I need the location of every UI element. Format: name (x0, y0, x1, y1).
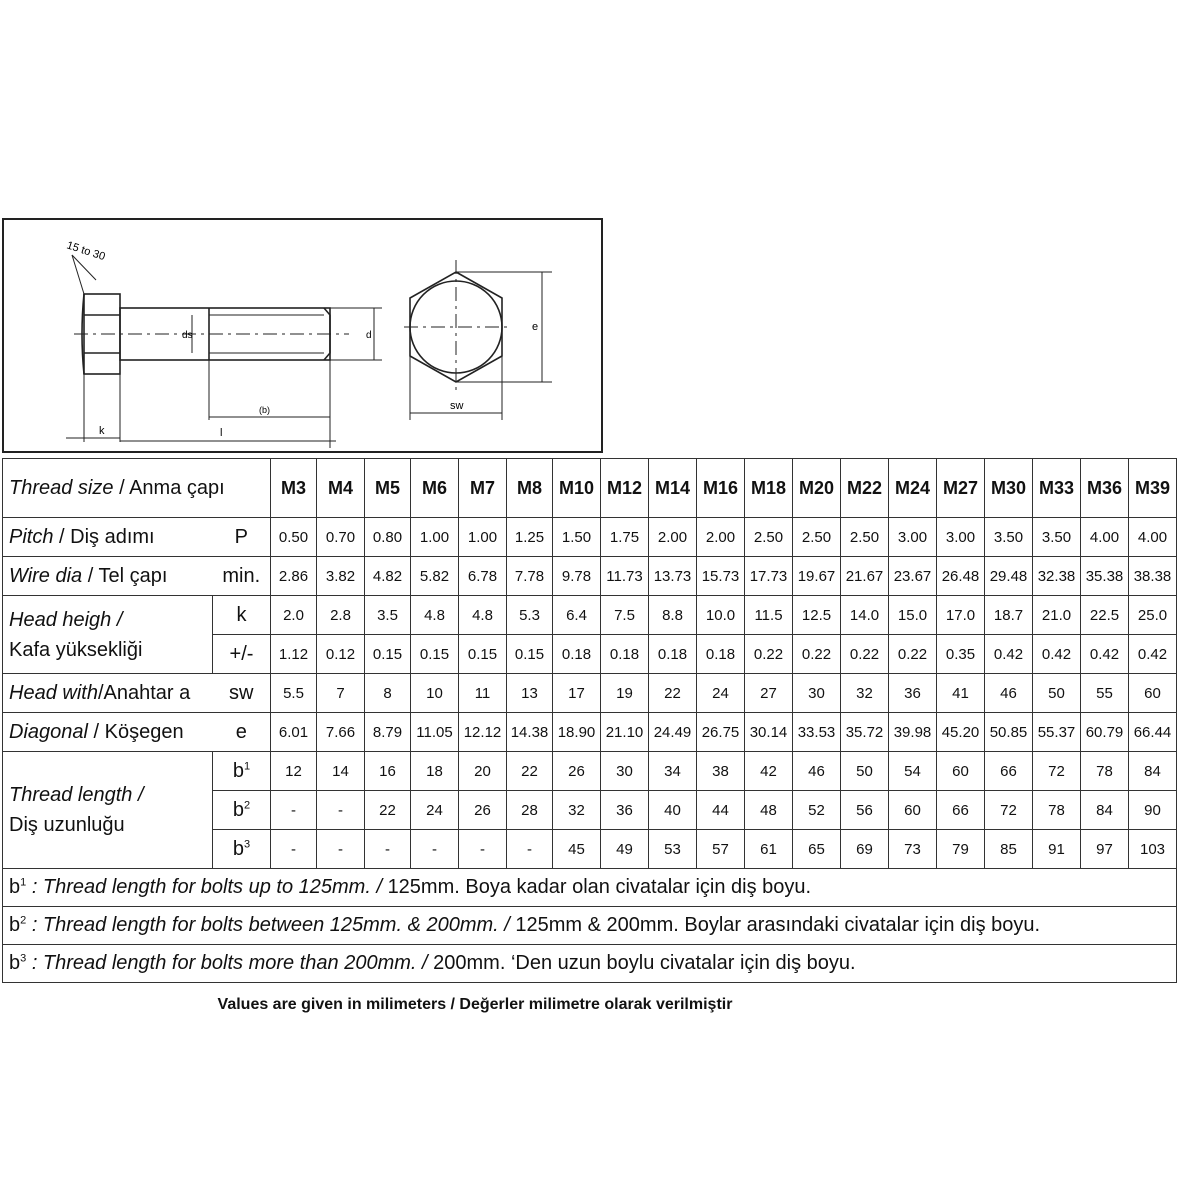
diag-value: 8.79 (365, 713, 411, 752)
pitch-value: 3.50 (985, 518, 1033, 557)
sw-value: 17 (553, 674, 601, 713)
head-tol-value: 0.22 (793, 635, 841, 674)
b3-symbol: $b^3$ (213, 830, 271, 869)
diag-value: 18.90 (553, 713, 601, 752)
wire-label: Wire dia / Tel çapı (3, 557, 213, 596)
b3-value: 103 (1129, 830, 1177, 869)
note-b3: $b^3$ : Thread length for bolts more than 200mm. / 200mm. ‘Den uzun boylu civatalar için diş boyu. (3, 945, 1177, 983)
pitch-value: 1.00 (411, 518, 459, 557)
note-b1: $b^1$ : Thread length for bolts up to 125mm. / 125mm. Boya kadar olan civatalar için diş boyu. (3, 869, 1177, 907)
header-value: M16 (697, 459, 745, 518)
header-value: M10 (553, 459, 601, 518)
head-k-value: 17.0 (937, 596, 985, 635)
sw-value: 27 (745, 674, 793, 713)
sw-value: 11 (459, 674, 507, 713)
diag-label: Diagonal / Köşegen (3, 713, 213, 752)
bolt-spec-table (2, 458, 1177, 983)
diag-value: 33.53 (793, 713, 841, 752)
note-b2: $b^2$ : Thread length for bolts between 125mm. & 200mm. / 125mm & 200mm. Boylar arasındaki civatalar için diş boyu. (3, 907, 1177, 945)
sw-value: 32 (841, 674, 889, 713)
b2-value: 24 (411, 791, 459, 830)
header-value: M4 (317, 459, 365, 518)
wire-row (3, 557, 1177, 596)
b2-value: - (271, 791, 317, 830)
head-label: Head heigh / Kafa yüksekliği (3, 596, 213, 674)
wire-value: 38.38 (1129, 557, 1177, 596)
head-k-value: 14.0 (841, 596, 889, 635)
header-value: M22 (841, 459, 889, 518)
b1-symbol: $b^1$ (213, 752, 271, 791)
b1-value: 26 (553, 752, 601, 791)
pitch-label: Pitch / Diş adımı (3, 518, 213, 557)
pitch-value: 0.70 (317, 518, 365, 557)
head-k-row (3, 596, 1177, 635)
header-value: M36 (1081, 459, 1129, 518)
head-tol-value: 0.15 (459, 635, 507, 674)
b2-value: 44 (697, 791, 745, 830)
head-tol-symbol: +/- (213, 635, 271, 674)
pitch-value: 1.50 (553, 518, 601, 557)
b1-value: 38 (697, 752, 745, 791)
b3-value: 61 (745, 830, 793, 869)
bolt-drawing (2, 218, 603, 453)
b2-value: 60 (889, 791, 937, 830)
b2-value: 52 (793, 791, 841, 830)
header-value: M8 (507, 459, 553, 518)
b2-value: 56 (841, 791, 889, 830)
pitch-value: 2.50 (745, 518, 793, 557)
header-value: M6 (411, 459, 459, 518)
b1-value: 18 (411, 752, 459, 791)
angle-label: 15 to 30 (65, 239, 107, 264)
diag-value: 60.79 (1081, 713, 1129, 752)
wire-value: 4.82 (365, 557, 411, 596)
sw-value: 36 (889, 674, 937, 713)
diag-symbol: e (213, 713, 271, 752)
wire-value: 26.48 (937, 557, 985, 596)
head-k-value: 11.5 (745, 596, 793, 635)
head-k-value: 2.0 (271, 596, 317, 635)
head-tol-value: 0.18 (601, 635, 649, 674)
units-caption-text: Values are given in milimeters / Değerler milimetre olarak verilmiştir (217, 996, 733, 1013)
note-row (3, 869, 1177, 907)
wire-value: 17.73 (745, 557, 793, 596)
dim-d-label: d (366, 330, 372, 341)
pitch-value: 2.50 (793, 518, 841, 557)
b2-value: 28 (507, 791, 553, 830)
b2-value: 90 (1129, 791, 1177, 830)
head-tol-value: 0.42 (1081, 635, 1129, 674)
head-tol-value: 0.42 (985, 635, 1033, 674)
b3-value: 69 (841, 830, 889, 869)
header-value: M7 (459, 459, 507, 518)
diag-value: 21.10 (601, 713, 649, 752)
diag-value: 11.05 (411, 713, 459, 752)
b1-value: 42 (745, 752, 793, 791)
b1-value: 12 (271, 752, 317, 791)
head-tol-value: 0.35 (937, 635, 985, 674)
sw-value: 7 (317, 674, 365, 713)
b2-value: 22 (365, 791, 411, 830)
pitch-value: 2.50 (841, 518, 889, 557)
head-k-value: 12.5 (793, 596, 841, 635)
sw-value: 46 (985, 674, 1033, 713)
pitch-value: 4.00 (1081, 518, 1129, 557)
b2-value: 48 (745, 791, 793, 830)
dim-e-label: e (532, 321, 539, 333)
header-value: M30 (985, 459, 1033, 518)
dim-sw-label: sw (450, 400, 464, 412)
b3-value: 73 (889, 830, 937, 869)
sw-value: 13 (507, 674, 553, 713)
wire-value: 32.38 (1033, 557, 1081, 596)
head-k-value: 15.0 (889, 596, 937, 635)
head-k-value: 22.5 (1081, 596, 1129, 635)
head-k-value: 25.0 (1129, 596, 1177, 635)
head-tol-value: 0.15 (507, 635, 553, 674)
head-tol-value: 0.15 (411, 635, 459, 674)
bolt-diagram (4, 220, 601, 451)
header-value: M18 (745, 459, 793, 518)
b2-symbol: $b^2$ (213, 791, 271, 830)
head-tol-value: 1.12 (271, 635, 317, 674)
wire-value: 7.78 (507, 557, 553, 596)
sw-value: 10 (411, 674, 459, 713)
wire-symbol: min. (213, 557, 271, 596)
header-value: M27 (937, 459, 985, 518)
b1-value: 30 (601, 752, 649, 791)
sw-value: 60 (1129, 674, 1177, 713)
wire-value: 6.78 (459, 557, 507, 596)
diag-value: 66.44 (1129, 713, 1177, 752)
pitch-value: 1.25 (507, 518, 553, 557)
b1-value: 34 (649, 752, 697, 791)
b3-value: 49 (601, 830, 649, 869)
pitch-value: 4.00 (1129, 518, 1177, 557)
pitch-value: 0.50 (271, 518, 317, 557)
b3-value: 91 (1033, 830, 1081, 869)
head-k-value: 7.5 (601, 596, 649, 635)
b2-value: 66 (937, 791, 985, 830)
b2-value: 72 (985, 791, 1033, 830)
header-value: M14 (649, 459, 697, 518)
b1-row (3, 752, 1177, 791)
head-k-value: 8.8 (649, 596, 697, 635)
sw-value: 30 (793, 674, 841, 713)
b3-value: 53 (649, 830, 697, 869)
note-row (3, 907, 1177, 945)
sw-value: 55 (1081, 674, 1129, 713)
sw-value: 8 (365, 674, 411, 713)
diag-value: 39.98 (889, 713, 937, 752)
head-k-value: 18.7 (985, 596, 1033, 635)
b2-value: - (317, 791, 365, 830)
diag-value: 26.75 (697, 713, 745, 752)
pitch-value: 2.00 (649, 518, 697, 557)
pitch-row (3, 518, 1177, 557)
b3-value: - (365, 830, 411, 869)
head-tol-value: 0.22 (745, 635, 793, 674)
head-tol-value: 0.18 (649, 635, 697, 674)
head-k-value: 6.4 (553, 596, 601, 635)
b2-value: 32 (553, 791, 601, 830)
sw-value: 19 (601, 674, 649, 713)
head-k-value: 2.8 (317, 596, 365, 635)
b1-value: 72 (1033, 752, 1081, 791)
header-value: M20 (793, 459, 841, 518)
head-tol-value: 0.12 (317, 635, 365, 674)
diag-value: 35.72 (841, 713, 889, 752)
diag-row (3, 713, 1177, 752)
units-caption (0, 996, 1180, 1014)
header-value: M24 (889, 459, 937, 518)
sw-value: 5.5 (271, 674, 317, 713)
diag-value: 45.20 (937, 713, 985, 752)
thread-length-label: Thread length / Diş uzunluğu (3, 752, 213, 869)
b3-value: 97 (1081, 830, 1129, 869)
sw-label: Head with/Anahtar a (3, 674, 213, 713)
b1-value: 46 (793, 752, 841, 791)
wire-value: 2.86 (271, 557, 317, 596)
header-value: M33 (1033, 459, 1081, 518)
head-tol-value: 0.18 (697, 635, 745, 674)
b3-value: 57 (697, 830, 745, 869)
head-k-value: 3.5 (365, 596, 411, 635)
sw-value: 22 (649, 674, 697, 713)
wire-value: 35.38 (1081, 557, 1129, 596)
b2-value: 36 (601, 791, 649, 830)
b1-value: 84 (1129, 752, 1177, 791)
b3-value: 79 (937, 830, 985, 869)
header-value: M39 (1129, 459, 1177, 518)
b1-value: 20 (459, 752, 507, 791)
wire-value: 19.67 (793, 557, 841, 596)
head-tol-value: 0.42 (1033, 635, 1081, 674)
wire-value: 9.78 (553, 557, 601, 596)
pitch-value: 2.00 (697, 518, 745, 557)
b3-value: 85 (985, 830, 1033, 869)
head-k-value: 10.0 (697, 596, 745, 635)
pitch-symbol: P (213, 518, 271, 557)
b1-value: 22 (507, 752, 553, 791)
head-k-value: 4.8 (411, 596, 459, 635)
head-k-value: 21.0 (1033, 596, 1081, 635)
diag-value: 6.01 (271, 713, 317, 752)
b3-value: - (411, 830, 459, 869)
b1-value: 66 (985, 752, 1033, 791)
header-value: M12 (601, 459, 649, 518)
b3-value: 45 (553, 830, 601, 869)
diag-value: 14.38 (507, 713, 553, 752)
b2-value: 40 (649, 791, 697, 830)
b3-value: - (507, 830, 553, 869)
wire-value: 3.82 (317, 557, 365, 596)
wire-value: 5.82 (411, 557, 459, 596)
b3-value: - (459, 830, 507, 869)
diag-value: 7.66 (317, 713, 365, 752)
head-tol-value: 0.22 (841, 635, 889, 674)
wire-value: 15.73 (697, 557, 745, 596)
b3-value: - (271, 830, 317, 869)
sw-symbol: sw (213, 674, 271, 713)
dim-b-label: (b) (259, 405, 270, 415)
b2-value: 78 (1033, 791, 1081, 830)
b1-value: 14 (317, 752, 365, 791)
b2-value: 26 (459, 791, 507, 830)
b1-value: 60 (937, 752, 985, 791)
b1-value: 78 (1081, 752, 1129, 791)
wire-value: 21.67 (841, 557, 889, 596)
dim-ds-label: ds (182, 330, 193, 341)
sw-value: 50 (1033, 674, 1081, 713)
b3-value: - (317, 830, 365, 869)
pitch-value: 1.75 (601, 518, 649, 557)
head-tol-value: 0.22 (889, 635, 937, 674)
dim-l-label: l (220, 427, 223, 439)
pitch-value: 1.00 (459, 518, 507, 557)
wire-value: 29.48 (985, 557, 1033, 596)
note-row (3, 945, 1177, 983)
wire-value: 11.73 (601, 557, 649, 596)
b1-value: 50 (841, 752, 889, 791)
header-value: M3 (271, 459, 317, 518)
head-k-value: 5.3 (507, 596, 553, 635)
b1-value: 54 (889, 752, 937, 791)
diag-value: 12.12 (459, 713, 507, 752)
diag-value: 50.85 (985, 713, 1033, 752)
head-tol-value: 0.15 (365, 635, 411, 674)
head-tol-value: 0.18 (553, 635, 601, 674)
b3-value: 65 (793, 830, 841, 869)
dim-k-label: k (99, 425, 105, 437)
pitch-value: 3.00 (889, 518, 937, 557)
pitch-value: 3.00 (937, 518, 985, 557)
pitch-value: 0.80 (365, 518, 411, 557)
header-value: M5 (365, 459, 411, 518)
head-k-value: 4.8 (459, 596, 507, 635)
wire-value: 23.67 (889, 557, 937, 596)
head-tol-value: 0.42 (1129, 635, 1177, 674)
header-row (3, 459, 1177, 518)
diag-value: 30.14 (745, 713, 793, 752)
pitch-value: 3.50 (1033, 518, 1081, 557)
sw-value: 24 (697, 674, 745, 713)
wire-value: 13.73 (649, 557, 697, 596)
sw-value: 41 (937, 674, 985, 713)
b2-value: 84 (1081, 791, 1129, 830)
thread-size-label: Thread size / Anma çapı (3, 459, 271, 518)
head-k-symbol: k (213, 596, 271, 635)
sw-row (3, 674, 1177, 713)
diag-value: 55.37 (1033, 713, 1081, 752)
diag-value: 24.49 (649, 713, 697, 752)
b1-value: 16 (365, 752, 411, 791)
